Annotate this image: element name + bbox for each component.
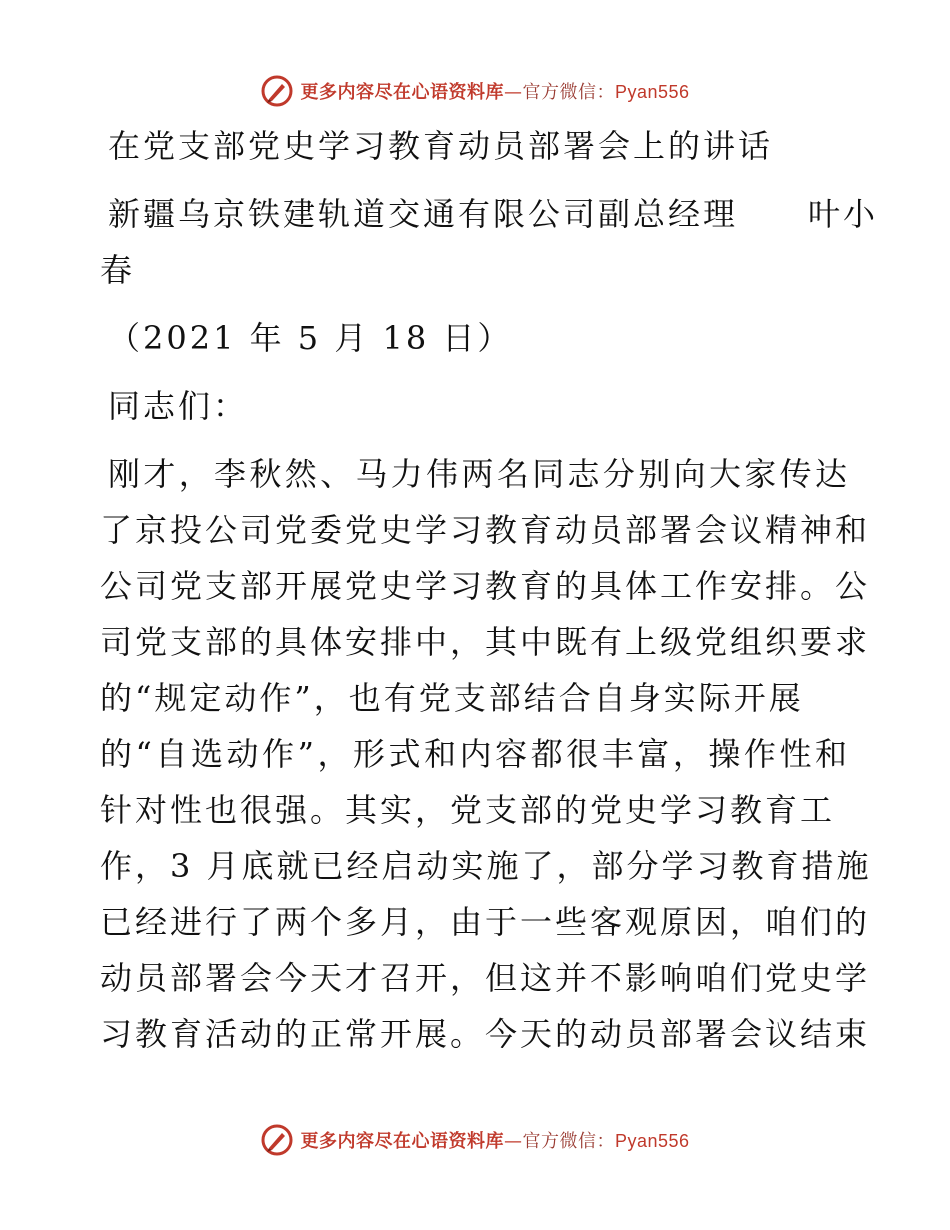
salutation: 同志们：	[108, 387, 249, 425]
footer-brand: 更多内容尽在心语资料库	[300, 1131, 504, 1152]
header-banner-text	[300, 78, 689, 104]
body-line: 习教育活动的正常开展。今天的动员部署会议结束	[100, 1015, 871, 1053]
body-line: 公司党支部开展党史学习教育的具体工作安排。公	[100, 567, 871, 605]
body-line: 已经进行了两个多月，由于一些客观原因，咱们的	[100, 903, 871, 941]
header-separator: —	[503, 82, 523, 103]
footer-separator: —	[503, 1131, 523, 1152]
footer-banner-text	[300, 1127, 689, 1153]
document-title: 在党支部党史学习教育动员部署会上的讲话	[108, 127, 774, 165]
body-line: 动员部署会今天才召开，但这并不影响咱们党史学	[100, 959, 871, 997]
body-line: 了京投公司党委党史学习教育动员部署会议精神和	[100, 511, 871, 549]
body-line: 的“规定动作”，也有党支部结合自身实际开展	[100, 679, 804, 717]
body-line: 司党支部的具体安排中，其中既有上级党组织要求	[100, 623, 871, 661]
body-line: 刚才，李秋然、马力伟两名同志分别向大家传达	[108, 455, 850, 493]
author-line-2: 春	[100, 251, 136, 289]
header-brand: 更多内容尽在心语资料库	[300, 82, 504, 103]
pen-logo-icon	[260, 1123, 294, 1157]
footer-official-label: 官方微信：	[522, 1131, 615, 1152]
footer-banner	[0, 1120, 950, 1160]
header-wechat-id: Pyan556	[614, 82, 690, 102]
document-content	[100, 118, 879, 1062]
body-line: 作，3 月底就已经启动实施了，部分学习教育措施	[100, 847, 872, 885]
pen-logo-icon	[260, 74, 294, 108]
body-line: 针对性也很强。其实，党支部的党史学习教育工	[100, 791, 836, 829]
speech-date: （2021 年 5 月 18 日）	[108, 319, 513, 357]
header-official-label: 官方微信：	[522, 82, 615, 103]
author-line-1: 新疆乌京铁建轨道交通有限公司副总经理 叶小	[108, 195, 879, 233]
body-paragraph	[100, 446, 872, 1062]
body-line: 的“自选动作”，形式和内容都很丰富，操作性和	[100, 735, 850, 773]
footer-wechat-id: Pyan556	[614, 1131, 690, 1151]
header-banner	[0, 71, 950, 111]
